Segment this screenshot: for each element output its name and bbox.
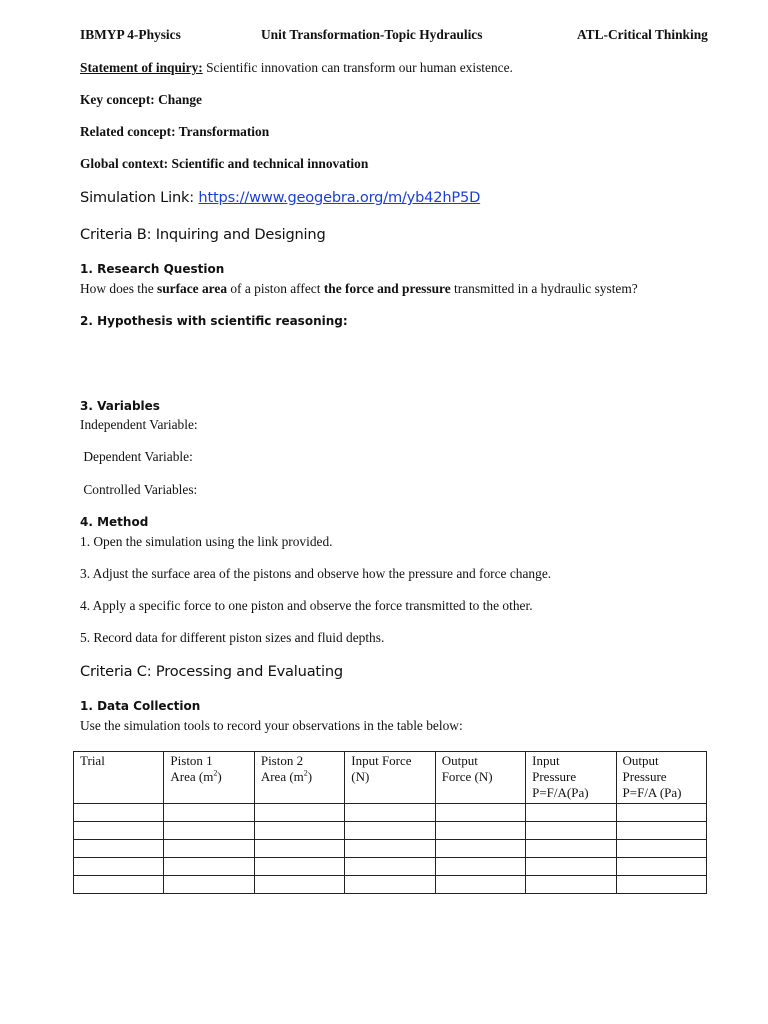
table-cell[interactable] xyxy=(616,804,706,822)
header-text: Input Force xyxy=(351,753,412,768)
col-header-trial xyxy=(74,752,164,804)
col-header-input-pressure xyxy=(526,752,616,804)
simulation-url-link[interactable]: https://www.geogebra.org/m/yb42hP5D xyxy=(198,189,481,206)
header-text: ) xyxy=(307,769,313,784)
table-cell[interactable] xyxy=(616,840,706,858)
table-body xyxy=(74,804,707,894)
table-cell[interactable] xyxy=(164,858,254,876)
data-collection-intro: Use the simulation tools to record your observations in the table below: xyxy=(80,718,463,733)
table-cell[interactable] xyxy=(345,858,435,876)
col-header-output-force xyxy=(435,752,525,804)
table-row xyxy=(74,876,707,894)
table-cell[interactable] xyxy=(345,804,435,822)
header-center: Unit Transformation-Topic Hydraulics xyxy=(261,27,483,42)
research-question-heading: 1. Research Question xyxy=(80,262,225,276)
table-cell[interactable] xyxy=(526,840,616,858)
table-cell[interactable] xyxy=(345,822,435,840)
col-header-piston2-area xyxy=(254,752,344,804)
variables-heading: 3. Variables xyxy=(80,399,160,413)
independent-variable-label: Independent Variable: xyxy=(80,417,198,432)
key-concept: Key concept: Change xyxy=(80,92,202,107)
col-header-piston1-area xyxy=(164,752,254,804)
table-cell[interactable] xyxy=(345,876,435,894)
table-cell[interactable] xyxy=(74,840,164,858)
table-cell[interactable] xyxy=(616,858,706,876)
table-cell[interactable] xyxy=(435,876,525,894)
header-left: IBMYP 4-Physics xyxy=(80,27,181,42)
table-row xyxy=(74,840,707,858)
controlled-variables-label: Controlled Variables: xyxy=(80,482,198,497)
table-cell[interactable] xyxy=(526,876,616,894)
col-header-input-force xyxy=(345,752,435,804)
header-text: (N) xyxy=(351,769,370,784)
criteria-c-heading: Criteria C: Processing and Evaluating xyxy=(80,663,343,680)
table-cell[interactable] xyxy=(435,840,525,858)
table-cell[interactable] xyxy=(254,822,344,840)
global-context: Global context: Scientific and technical innovation xyxy=(80,156,369,171)
inquiry-text: Scientific innovation can transform our human existence. xyxy=(202,60,513,75)
rq-part-1: How does the xyxy=(80,281,157,296)
table-cell[interactable] xyxy=(164,804,254,822)
method-step: 3. Adjust the surface area of the pistons and observe how the pressure and force change. xyxy=(80,566,552,581)
method-heading: 4. Method xyxy=(80,515,149,529)
rq-part-2: of a piston affect xyxy=(227,281,324,296)
header-text: Trial xyxy=(80,753,105,768)
table-cell[interactable] xyxy=(616,822,706,840)
table-row xyxy=(74,804,707,822)
table-cell[interactable] xyxy=(164,876,254,894)
header-text: P=F/A (Pa) xyxy=(622,785,682,800)
rq-bold-2: the force and pressure xyxy=(323,281,451,296)
table-cell[interactable] xyxy=(74,804,164,822)
header-text: Area (m xyxy=(260,769,304,784)
header-text: Output xyxy=(622,753,659,768)
table-cell[interactable] xyxy=(435,804,525,822)
col-header-output-pressure xyxy=(616,752,706,804)
header-text: Area (m xyxy=(170,769,214,784)
table-row xyxy=(74,822,707,840)
hypothesis-heading: 2. Hypothesis with scientific reasoning: xyxy=(80,314,348,328)
table-cell[interactable] xyxy=(164,822,254,840)
header-text: Input xyxy=(532,753,560,768)
table-cell[interactable] xyxy=(254,876,344,894)
table-header-row xyxy=(74,752,707,804)
header-superscript: 2 xyxy=(303,768,308,778)
method-step: 5. Record data for different piston sizes and fluid depths. xyxy=(80,630,385,645)
table-cell[interactable] xyxy=(526,804,616,822)
rq-part-3: transmitted in a hydraulic system? xyxy=(450,281,638,296)
table-cell[interactable] xyxy=(526,858,616,876)
table-cell[interactable] xyxy=(254,804,344,822)
header-text: Piston 1 xyxy=(170,753,213,768)
table-cell[interactable] xyxy=(254,840,344,858)
header-text: Output xyxy=(441,753,478,768)
related-concept: Related concept: Transformation xyxy=(80,124,270,139)
table-cell[interactable] xyxy=(435,858,525,876)
simulation-label: Simulation Link: xyxy=(80,189,199,206)
header-superscript: 2 xyxy=(213,768,218,778)
method-step: 1. Open the simulation using the link provided. xyxy=(80,534,333,549)
table-cell[interactable] xyxy=(616,876,706,894)
method-step: 4. Apply a specific force to one piston and observe the force transmitted to the other. xyxy=(80,598,533,613)
data-table xyxy=(73,751,707,894)
table-cell[interactable] xyxy=(164,840,254,858)
header-text: Pressure xyxy=(622,769,667,784)
table-cell[interactable] xyxy=(74,876,164,894)
header-text: Force (N) xyxy=(441,769,493,784)
table-cell[interactable] xyxy=(526,822,616,840)
inquiry-label: Statement of inquiry: xyxy=(80,60,203,75)
table-cell[interactable] xyxy=(74,822,164,840)
table-cell[interactable] xyxy=(254,858,344,876)
header-text: Piston 2 xyxy=(260,753,304,768)
simulation-link-line xyxy=(80,189,480,206)
criteria-b-heading: Criteria B: Inquiring and Designing xyxy=(80,226,326,243)
header-text: ) xyxy=(217,769,222,784)
table-cell[interactable] xyxy=(74,858,164,876)
research-question-text xyxy=(80,281,638,297)
rq-bold-1: surface area xyxy=(156,281,228,296)
table-cell[interactable] xyxy=(435,822,525,840)
header-text: Pressure xyxy=(532,769,577,784)
header-text: P=F/A(Pa) xyxy=(532,785,589,800)
table-row xyxy=(74,858,707,876)
statement-of-inquiry xyxy=(80,60,513,76)
table-cell[interactable] xyxy=(345,840,435,858)
dependent-variable-label: Dependent Variable: xyxy=(80,449,193,464)
data-collection-heading: 1. Data Collection xyxy=(80,699,201,713)
header-right: ATL-Critical Thinking xyxy=(577,27,708,42)
